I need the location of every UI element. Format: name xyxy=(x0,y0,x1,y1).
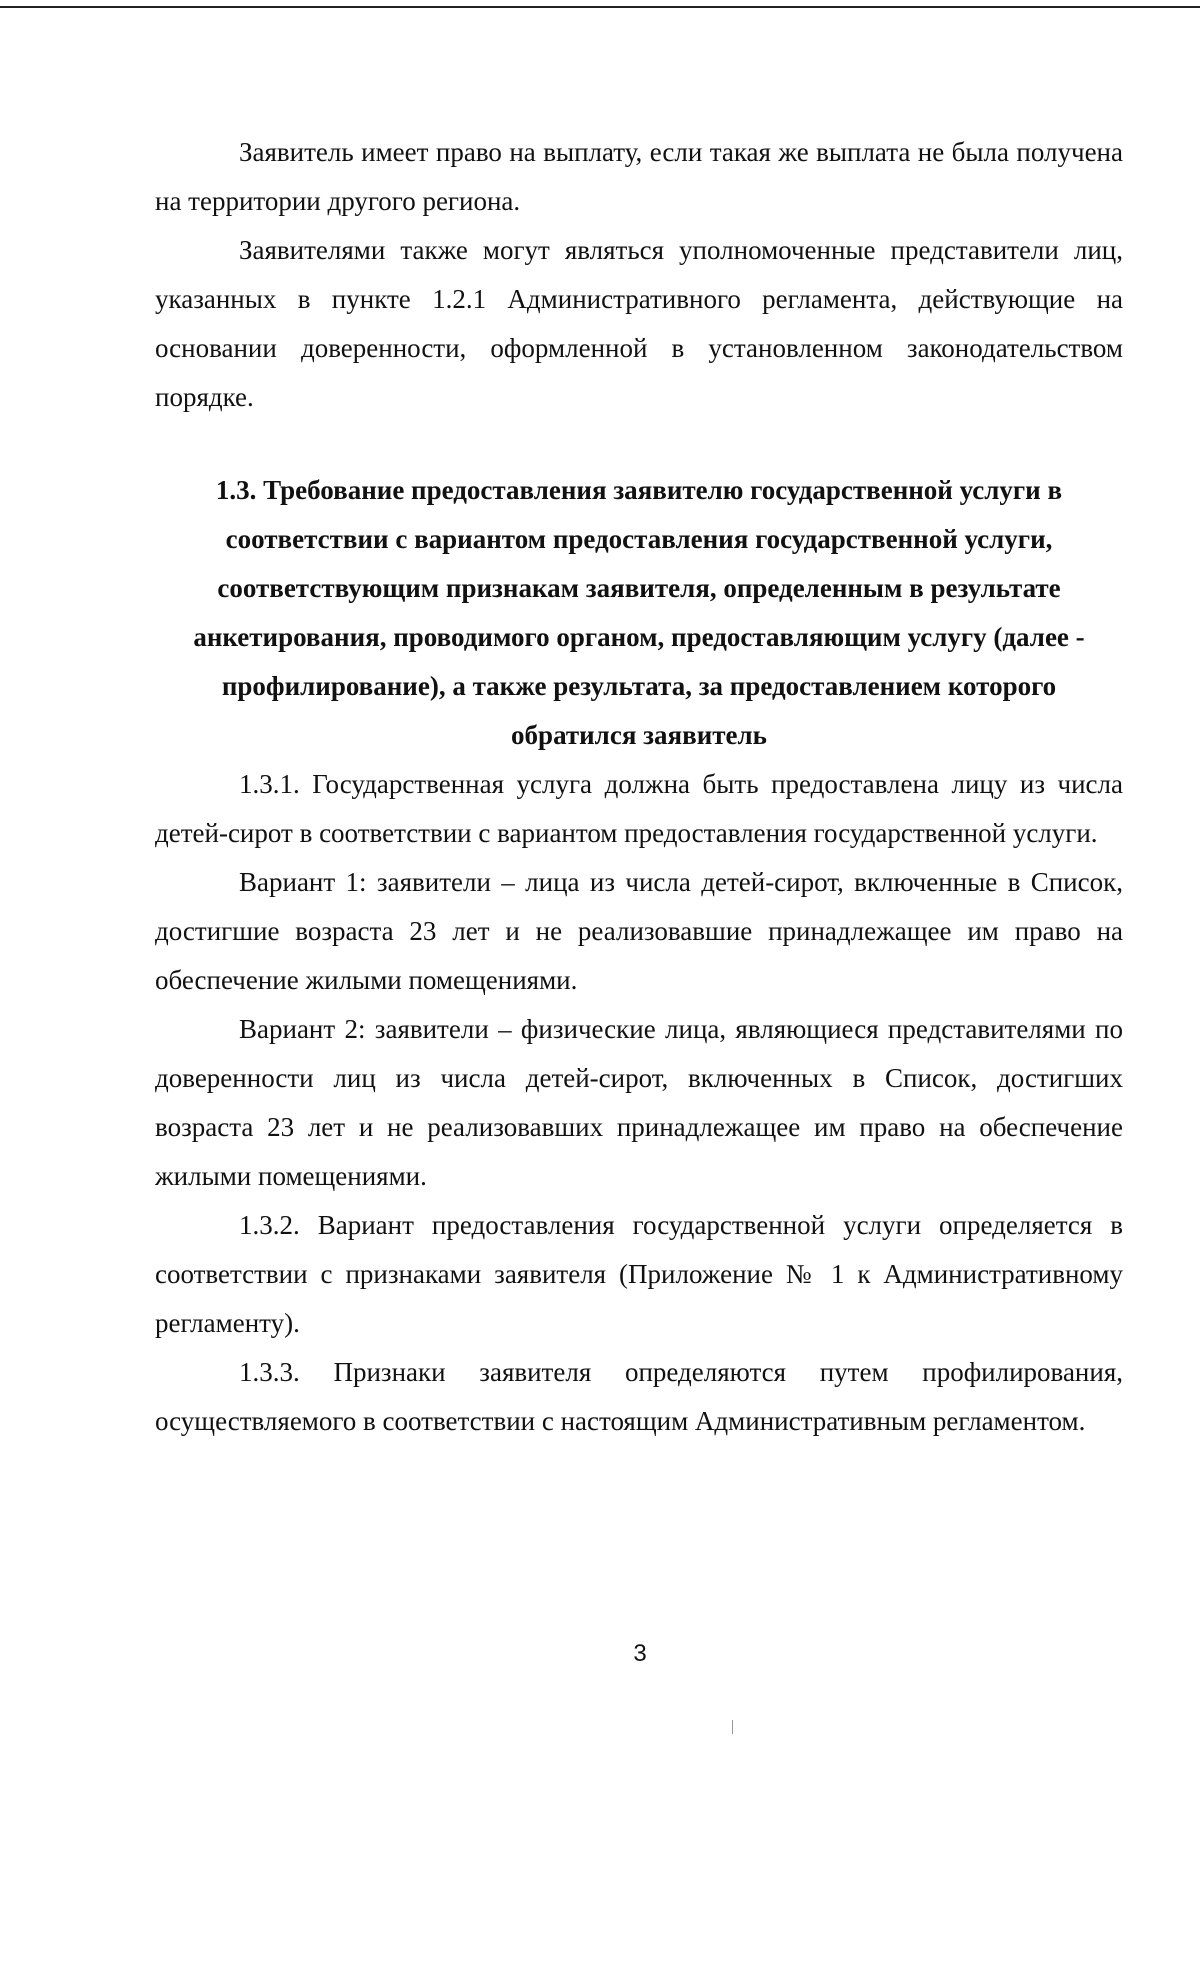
scan-artifact-mark xyxy=(732,1720,733,1734)
section-heading: 1.3. Требование предоставления заявителю государственной услуги в соответствии с вариантом предоставления государственной услуги, соответствующим признакам заявителя, определенным в результате анкетирования, проводимого органом, предоставляющим услугу (далее - профилирование), а также результата, за предоставлением которого обратился заявитель xyxy=(193,475,1085,750)
document-page xyxy=(155,128,1123,1446)
paragraph-1-3-3: 1.3.3. Признаки заявителя определяются путем профилирования, осуществляемого в соответствии с настоящим Административным регламентом. xyxy=(155,1357,1123,1436)
paragraph-1-3-2: 1.3.2. Вариант предоставления государственной услуги определяется в соответствии с признаками заявителя (Приложение № 1 к Административному регламенту). xyxy=(155,1210,1123,1338)
page-number: 3 xyxy=(633,1640,647,1667)
paragraph-1-3-1: 1.3.1. Государственная услуга должна быть предоставлена лицу из числа детей-сирот в соответствии с вариантом предоставления государственной услуги. xyxy=(155,769,1123,848)
paragraph-representatives: Заявителями также могут являться уполномоченные представители лиц, указанных в пункте 1.2.1 Административного регламента, действующие на основании доверенности, оформленной в установленном законодательством порядке. xyxy=(155,235,1123,412)
paragraph-variant-1: Вариант 1: заявители – лица из числа детей-сирот, включенные в Список, достигшие возраста 23 лет и не реализовавшие принадлежащее им право на обеспечение жилыми помещениями. xyxy=(155,867,1123,995)
paragraph-variant-2: Вариант 2: заявители – физические лица, являющиеся представителями по доверенности лиц из числа детей-сирот, включенных в Список, достигших возраста 23 лет и не реализовавших принадлежащее им право на обеспечение жилыми помещениями. xyxy=(155,1014,1123,1191)
top-border-line xyxy=(0,6,1200,8)
paragraph-eligibility: Заявитель имеет право на выплату, если такая же выплата не была получена на территории другого региона. xyxy=(155,137,1123,216)
